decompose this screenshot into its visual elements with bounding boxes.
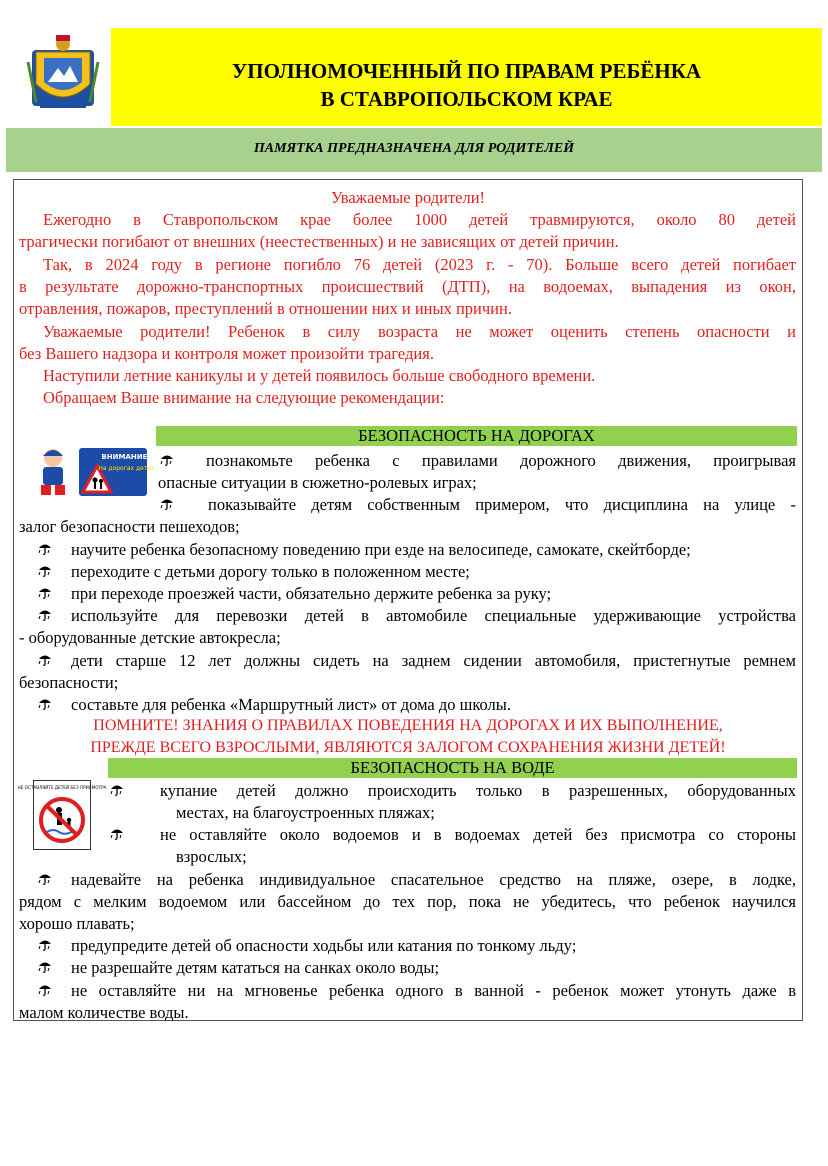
umbrella-rain-icon (160, 452, 174, 466)
intro-p2-line1: Так, в 2024 году в регионе погибло 76 детей (2023 г. - 70). Больше всего детей погибает (43, 255, 796, 274)
water-heading: БЕЗОПАСНОСТЬ НА ВОДЕ (350, 758, 555, 777)
roads-bullet4: переходите с детьми дорогу только в положенном месте; (71, 562, 470, 581)
roads-heading: БЕЗОПАСНОСТЬ НА ДОРОГАХ (358, 426, 595, 445)
road-sign-text-2: На дорогах дети! (98, 465, 154, 472)
water-bullet2-line2: взрослых; (176, 847, 247, 866)
roads-bullet6-line2: - оборудованные детские автокресла; (19, 628, 281, 647)
children-crossing-sign-icon (33, 446, 154, 498)
water-bullet3-line2: рядом с мелким водоемом или бассейном до тех пор, пока не убедитесь, что ребенок научился (19, 892, 796, 911)
no-unattended-children-water-icon (17, 780, 107, 850)
water-bullet2-line1: не оставляйте около водоемов и в водоемах детей без присмотра со стороны (160, 825, 796, 844)
umbrella-rain-icon (38, 652, 52, 666)
intro-p5: Обращаем Ваше внимание на следующие рекомендации: (43, 388, 445, 407)
umbrella-rain-icon (110, 826, 124, 840)
water-bullet4: предупредите детей об опасности ходьбы или катания по тонкому льду; (71, 936, 577, 955)
roads-bullet5: при переходе проезжей части, обязательно держите ребенка за руку; (71, 584, 552, 603)
intro-p2-line2: в результате дорожно-транспортных происшествий (ДТП), на водоемах, выпадения из окон, (19, 277, 796, 296)
roads-bullet1-line2: опасные ситуации в сюжетно-ролевых играх; (158, 473, 477, 492)
water-bullet6-line2: малом количестве воды. (19, 1003, 189, 1022)
water-bullet1-line1: купание детей должно происходить только в разрешенных, оборудованных (160, 781, 796, 800)
roads-warning-line2: ПРЕЖДЕ ВСЕГО ВЗРОСЛЫМИ, ЯВЛЯЮТСЯ ЗАЛОГОМ СОХРАНЕНИЯ ЖИЗНИ ДЕТЕЙ! (90, 739, 726, 756)
water-bullet3-line1: надевайте на ребенка индивидуальное спасательное средство на пляже, озере, в лодке, (71, 870, 796, 889)
intro-p1-line1: Ежегодно в Ставропольском крае более 1000 детей травмируются, около 80 детей (43, 210, 796, 229)
water-bullet3-line3: хорошо плавать; (19, 914, 135, 933)
umbrella-rain-icon (38, 982, 52, 996)
water-bullet5: не разрешайте детям кататься на санках около воды; (71, 958, 440, 977)
water-bullet1-line2: местах, на благоустроенных пляжах; (176, 803, 435, 822)
umbrella-rain-icon (38, 696, 52, 710)
umbrella-rain-icon (38, 871, 52, 885)
umbrella-rain-icon (110, 782, 124, 796)
roads-bullet2-line1: показывайте детям собственным примером, что дисциплина на улице - (208, 495, 796, 514)
umbrella-rain-icon (160, 496, 174, 510)
umbrella-rain-icon (38, 585, 52, 599)
intro-p1-line2: трагически погибают от внешних (неестественных) и не зависящих от детей причин. (19, 232, 619, 251)
title-line-2: В СТАВРОПОЛЬСКОМ КРАЕ (320, 87, 613, 111)
umbrella-rain-icon (38, 937, 52, 951)
roads-bullet7-line1: дети старше 12 лет должны сидеть на заднем сидении автомобиля, пристегнутые ремнем (71, 651, 796, 670)
intro-p4: Наступили летние каникулы и у детей появилось больше свободного времени. (43, 366, 596, 385)
roads-bullet1-line1: познакомьте ребенка с правилами дорожного движения, проигрывая (206, 451, 796, 470)
water-sign-text: НЕ ОСТАВЛЯЙТЕ ДЕТЕЙ БЕЗ ПРИСМОТРА (17, 785, 107, 790)
road-sign-text-1: ВНИМАНИЕ! (101, 453, 151, 461)
roads-bullet3: научите ребенка безопасному поведению при езде на велосипеде, самокате, скейтборде; (71, 540, 691, 559)
stavropol-coat-of-arms-icon (26, 32, 100, 110)
umbrella-rain-icon (38, 959, 52, 973)
umbrella-rain-icon (38, 563, 52, 577)
water-bullet6-line1: не оставляйте ни на мгновенье ребенка одного в ванной - ребенок может утонуть даже в (71, 981, 796, 1000)
page-title (111, 57, 822, 113)
intro-p3-line1: Уважаемые родители! Ребенок в силу возраста не может оценить степень опасности и (43, 322, 796, 341)
intro-p2-line3: отравления, пожаров, преступлений в отношении них и иных причин. (19, 299, 512, 318)
roads-bullet2-line2: залог безопасности пешеходов; (19, 517, 240, 536)
title-line-1: УПОЛНОМОЧЕННЫЙ ПО ПРАВАМ РЕБЁНКА (231, 59, 702, 83)
intro-p3-line2: без Вашего надзора и контроля может произойти трагедия. (19, 344, 434, 363)
roads-bullet8: составьте для ребенка «Маршрутный лист» от дома до школы. (71, 695, 511, 714)
umbrella-rain-icon (38, 607, 52, 621)
roads-bullet7-line2: безопасности; (19, 673, 119, 692)
umbrella-rain-icon (38, 541, 52, 555)
banner-text: ПАМЯТКА ПРЕДНАЗНАЧЕНА ДЛЯ РОДИТЕЛЕЙ (253, 141, 575, 156)
greeting: Уважаемые родители! (330, 188, 486, 207)
roads-bullet6-line1: используйте для перевозки детей в автомобиле специальные удерживающие устройства (71, 606, 796, 625)
roads-warning-line1: ПОМНИТЕ! ЗНАНИЯ О ПРАВИЛАХ ПОВЕДЕНИЯ НА ДОРОГАХ И ИХ ВЫПОЛНЕНИЕ, (93, 717, 723, 734)
